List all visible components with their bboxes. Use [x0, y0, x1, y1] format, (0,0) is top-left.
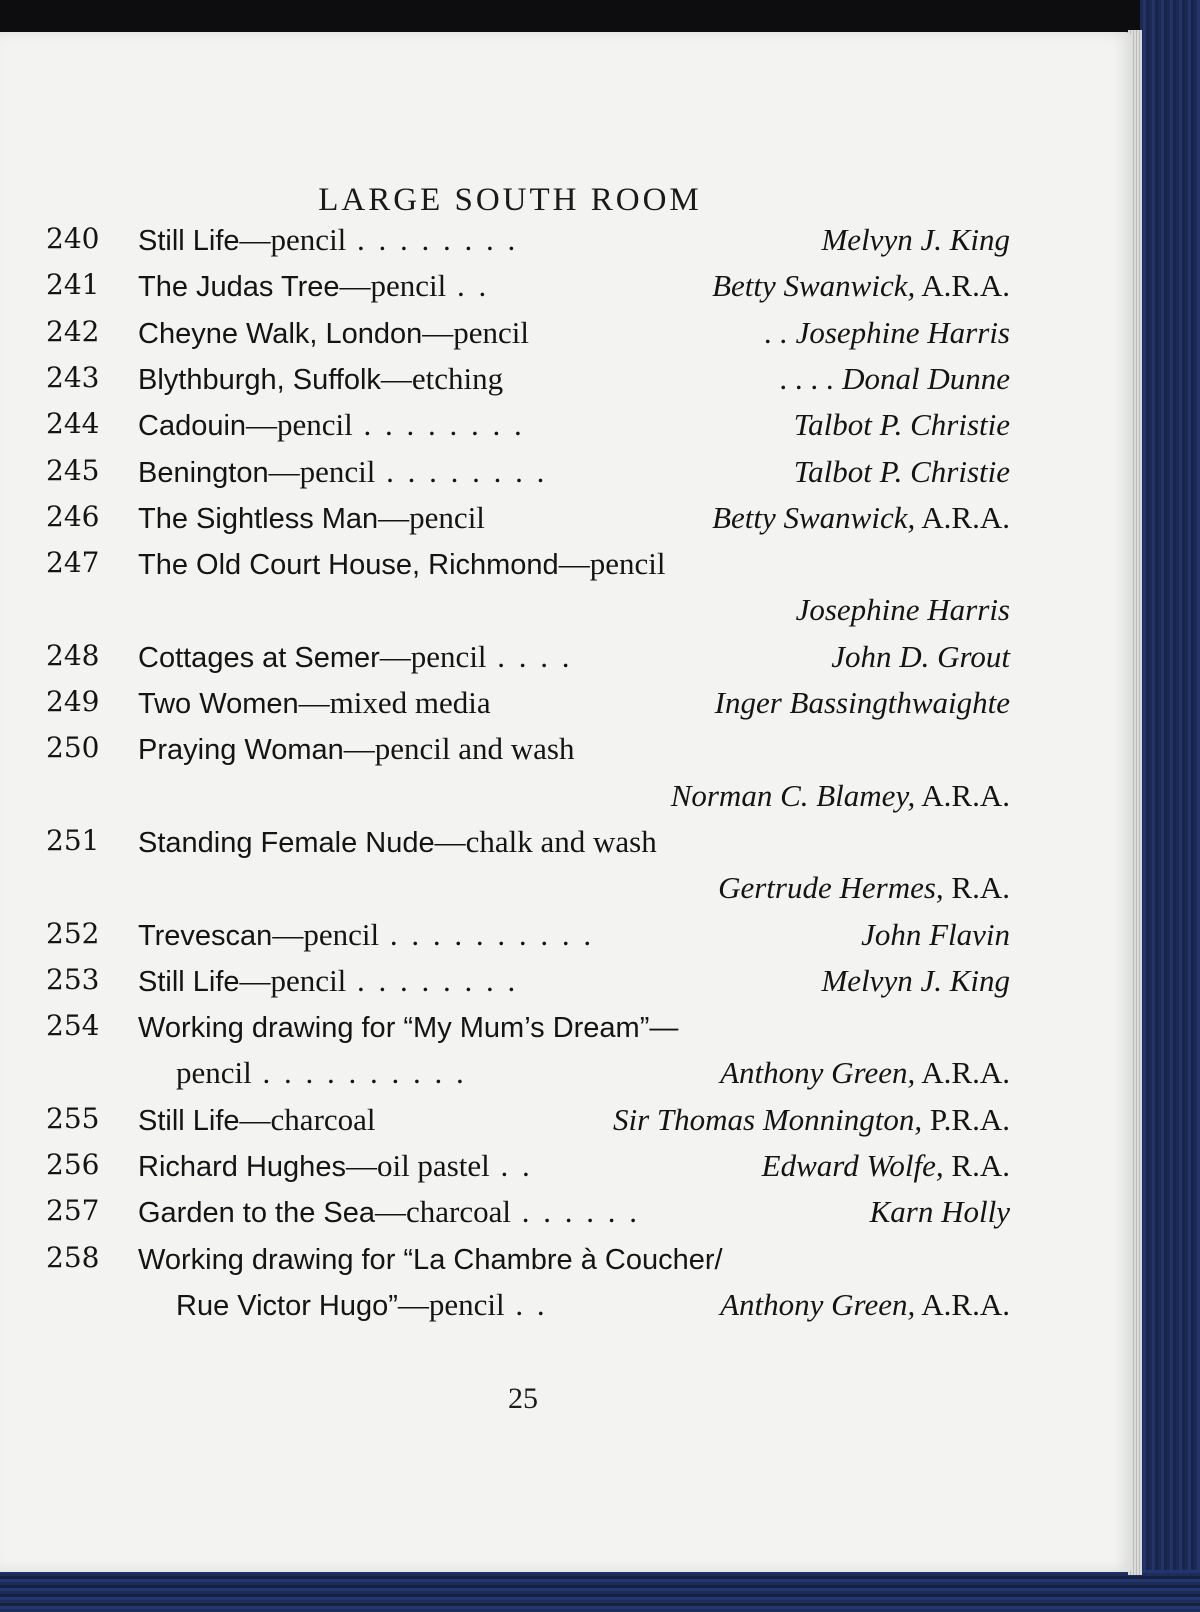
entry-artist: [613, 1102, 1010, 1138]
catalogue-entry: [0, 731, 1010, 777]
work-medium: —pencil and wash: [343, 731, 575, 767]
catalogue-entry: [0, 500, 1010, 546]
section-heading: LARGE SOUTH ROOM: [318, 182, 702, 218]
page-number: 25: [508, 1382, 538, 1415]
artist-name: Anthony Green,: [720, 1055, 916, 1091]
artist-name: Sir Thomas Monnington,: [612, 1101, 923, 1137]
work-medium: —pencil: [239, 962, 347, 998]
work-medium: —etching: [380, 360, 504, 396]
dot-leader: . .: [446, 268, 490, 304]
work-title: Rue Victor Hugo”: [176, 1289, 398, 1322]
catalogue-entry: [0, 592, 1010, 638]
entry-title: [138, 1148, 533, 1184]
entry-artist: [780, 361, 1010, 397]
dot-leader: . . . . . . . . . .: [251, 1055, 467, 1091]
catalogue-page: [0, 32, 1132, 1572]
work-title: The Judas Tree: [138, 271, 340, 304]
artist-honour: R.A.: [943, 870, 1010, 906]
artist-honour: A.R.A.: [915, 499, 1010, 535]
book-cover-bottom: [0, 1570, 1200, 1612]
entry-title: [138, 222, 518, 258]
work-title: Trevescan: [138, 919, 273, 952]
work-medium: —charcoal: [375, 1194, 511, 1230]
work-title: Still Life: [138, 1104, 240, 1137]
artist-name: John Flavin: [861, 916, 1010, 952]
work-title: Benington: [138, 456, 269, 489]
entry-title: [138, 268, 489, 304]
entry-title: [138, 1102, 376, 1138]
artist-honour: A.R.A.: [915, 777, 1010, 813]
entry-number: 255: [46, 1101, 100, 1135]
book-cover-edge: [1140, 0, 1200, 1612]
work-title: Praying Woman: [138, 734, 344, 767]
artist-honour: A.R.A.: [915, 268, 1010, 304]
artist-name: Inger Bassingthwaighte: [714, 685, 1010, 720]
dot-leader: . . . . . . . . . .: [379, 916, 595, 952]
entry-title: [138, 407, 525, 443]
work-medium: —pencil: [246, 407, 353, 443]
catalogue-entry: [0, 222, 1010, 268]
artist-name: . . . . Donal Dunne: [780, 360, 1010, 396]
work-medium: —oil pastel: [345, 1148, 490, 1183]
work-medium: —pencil: [379, 638, 487, 674]
dot-leader: . . . . . . . .: [352, 407, 525, 443]
work-title: Working drawing for “My Mum’s Dream”—: [138, 1012, 679, 1045]
entry-number: 249: [46, 685, 100, 718]
entry-artist: [712, 268, 1010, 304]
entry-title: [138, 917, 594, 953]
artist-name: Betty Swanwick,: [712, 499, 916, 535]
catalogue-entry: [0, 824, 1010, 870]
dot-leader: . . . . . . . .: [346, 222, 519, 257]
work-title: Working drawing for “La Chambre à Coucher/: [138, 1243, 723, 1276]
entry-number: 247: [46, 546, 100, 580]
catalogue-entry: [0, 685, 1010, 731]
work-title: The Sightless Man: [138, 502, 379, 535]
artist-name: Josephine Harris: [795, 592, 1010, 628]
catalogue-entry: [0, 963, 1010, 1009]
entry-number: 256: [46, 1148, 100, 1181]
work-title: Still Life: [138, 225, 240, 257]
catalogue-entry: [0, 778, 1010, 824]
entry-artist: [712, 500, 1010, 536]
artist-honour: P.R.A.: [922, 1101, 1010, 1137]
catalogue-entry: [0, 454, 1010, 500]
entry-number: 252: [46, 916, 100, 950]
entry-number: 257: [46, 1194, 100, 1228]
catalogue-entry: [0, 361, 1010, 407]
entry-artist: [765, 315, 1010, 351]
entry-artist: [720, 1287, 1010, 1323]
entry-artist: [715, 685, 1010, 721]
entry-title: [138, 454, 547, 490]
catalogue-entry: [0, 1148, 1010, 1194]
entry-number: 253: [46, 962, 100, 996]
entry-number: 248: [46, 638, 100, 672]
entry-number: 251: [46, 823, 100, 857]
work-medium: pencil: [176, 1055, 252, 1091]
work-medium: —pencil: [422, 314, 530, 350]
catalogue-entry: [0, 917, 1010, 963]
entry-number: 254: [46, 1009, 100, 1043]
catalogue-entry: [0, 1287, 1010, 1333]
catalogue-entry: [0, 1194, 1010, 1240]
entry-artist: [821, 222, 1010, 258]
artist-name: Melvyn J. King: [821, 222, 1010, 257]
artist-name: John D. Grout: [831, 638, 1010, 674]
entry-number: 245: [46, 453, 100, 487]
entry-title: [138, 824, 657, 860]
entry-title: [138, 731, 575, 767]
entry-title: [138, 685, 491, 721]
catalogue-entry: [0, 268, 1010, 314]
catalogue-entry: [0, 1009, 1010, 1055]
entry-number: 240: [46, 222, 100, 255]
entry-artist: [796, 592, 1010, 628]
entry-title: [138, 315, 529, 351]
catalogue-entry: [0, 870, 1010, 916]
work-medium: —pencil: [397, 1286, 505, 1322]
artist-name: . . Josephine Harris: [764, 314, 1010, 350]
work-title: Cadouin: [138, 410, 247, 443]
dot-leader: . . . .: [486, 638, 573, 674]
work-medium: —charcoal: [239, 1101, 376, 1137]
entry-number: 241: [46, 268, 100, 302]
entry-artist: [671, 778, 1010, 814]
entry-artist: [718, 870, 1010, 906]
entry-title: [176, 1055, 467, 1091]
work-medium: —mixed media: [298, 685, 491, 720]
work-title: Standing Female Nude: [138, 826, 435, 859]
artist-name: Talbot P. Christie: [793, 407, 1010, 443]
entry-title: [138, 1241, 723, 1277]
work-title: Still Life: [138, 965, 240, 998]
dot-leader: . .: [504, 1286, 548, 1322]
artist-name: Gertrude Hermes,: [718, 870, 944, 906]
artist-name: Karn Holly: [869, 1194, 1010, 1230]
entry-title: [138, 546, 665, 582]
entry-number: 243: [46, 360, 100, 394]
work-title: The Old Court House, Richmond: [138, 549, 559, 582]
entry-artist: [861, 917, 1010, 953]
catalogue-entry: [0, 1055, 1010, 1101]
artist-honour: A.R.A.: [915, 1055, 1010, 1091]
work-medium: —pencil: [268, 453, 376, 489]
work-medium: —pencil: [272, 916, 380, 952]
entry-artist: [794, 407, 1010, 443]
entry-number: 242: [46, 314, 100, 348]
artist-name: Edward Wolfe,: [761, 1148, 944, 1183]
dot-leader: . . . . . . . .: [375, 453, 548, 489]
entry-artist: [720, 1055, 1010, 1091]
catalogue-entry: [0, 546, 1010, 592]
entry-title: [138, 963, 518, 999]
artist-name: Anthony Green,: [720, 1286, 916, 1322]
artist-honour: R.A.: [943, 1148, 1010, 1183]
catalogue-entry: [0, 1102, 1010, 1148]
dot-leader: . . . . . .: [510, 1194, 640, 1230]
catalogue-entry: [0, 639, 1010, 685]
entry-title: [138, 500, 485, 536]
entry-number: 244: [46, 407, 100, 441]
work-title: Richard Hughes: [138, 1151, 346, 1183]
entry-title: [176, 1287, 548, 1323]
entry-number: 246: [46, 499, 100, 533]
artist-name: Talbot P. Christie: [793, 453, 1010, 489]
work-medium: —pencil: [558, 546, 666, 582]
dot-leader: . . . . . . . .: [346, 962, 519, 998]
entry-number: 250: [46, 731, 100, 765]
work-title: Cottages at Semer: [138, 641, 380, 674]
entry-artist: [821, 963, 1010, 999]
entry-artist: [794, 454, 1010, 490]
work-title: Cheyne Walk, London: [138, 317, 423, 350]
dot-leader: . .: [489, 1148, 533, 1183]
entry-artist: [762, 1148, 1010, 1184]
entry-number: 258: [46, 1240, 100, 1274]
entry-artist: [831, 639, 1010, 675]
entry-title: [138, 1009, 678, 1045]
entry-title: [138, 361, 503, 397]
entry-title: [138, 639, 573, 675]
work-title: Two Women: [138, 688, 299, 720]
entry-artist: [870, 1194, 1010, 1230]
work-medium: —pencil: [239, 222, 347, 257]
catalogue-entry: [0, 315, 1010, 361]
catalogue-entry: [0, 1241, 1010, 1287]
work-medium: —chalk and wash: [434, 823, 657, 859]
work-medium: —pencil: [339, 268, 447, 304]
work-title: Blythburgh, Suffolk: [138, 363, 381, 396]
artist-honour: A.R.A.: [915, 1286, 1010, 1322]
artist-name: Melvyn J. King: [821, 962, 1010, 998]
artist-name: Norman C. Blamey,: [670, 777, 916, 813]
catalogue-entry: [0, 407, 1010, 453]
work-medium: —pencil: [378, 499, 485, 535]
work-title: Garden to the Sea: [138, 1197, 375, 1230]
entry-title: [138, 1194, 640, 1230]
artist-name: Betty Swanwick,: [712, 268, 916, 304]
